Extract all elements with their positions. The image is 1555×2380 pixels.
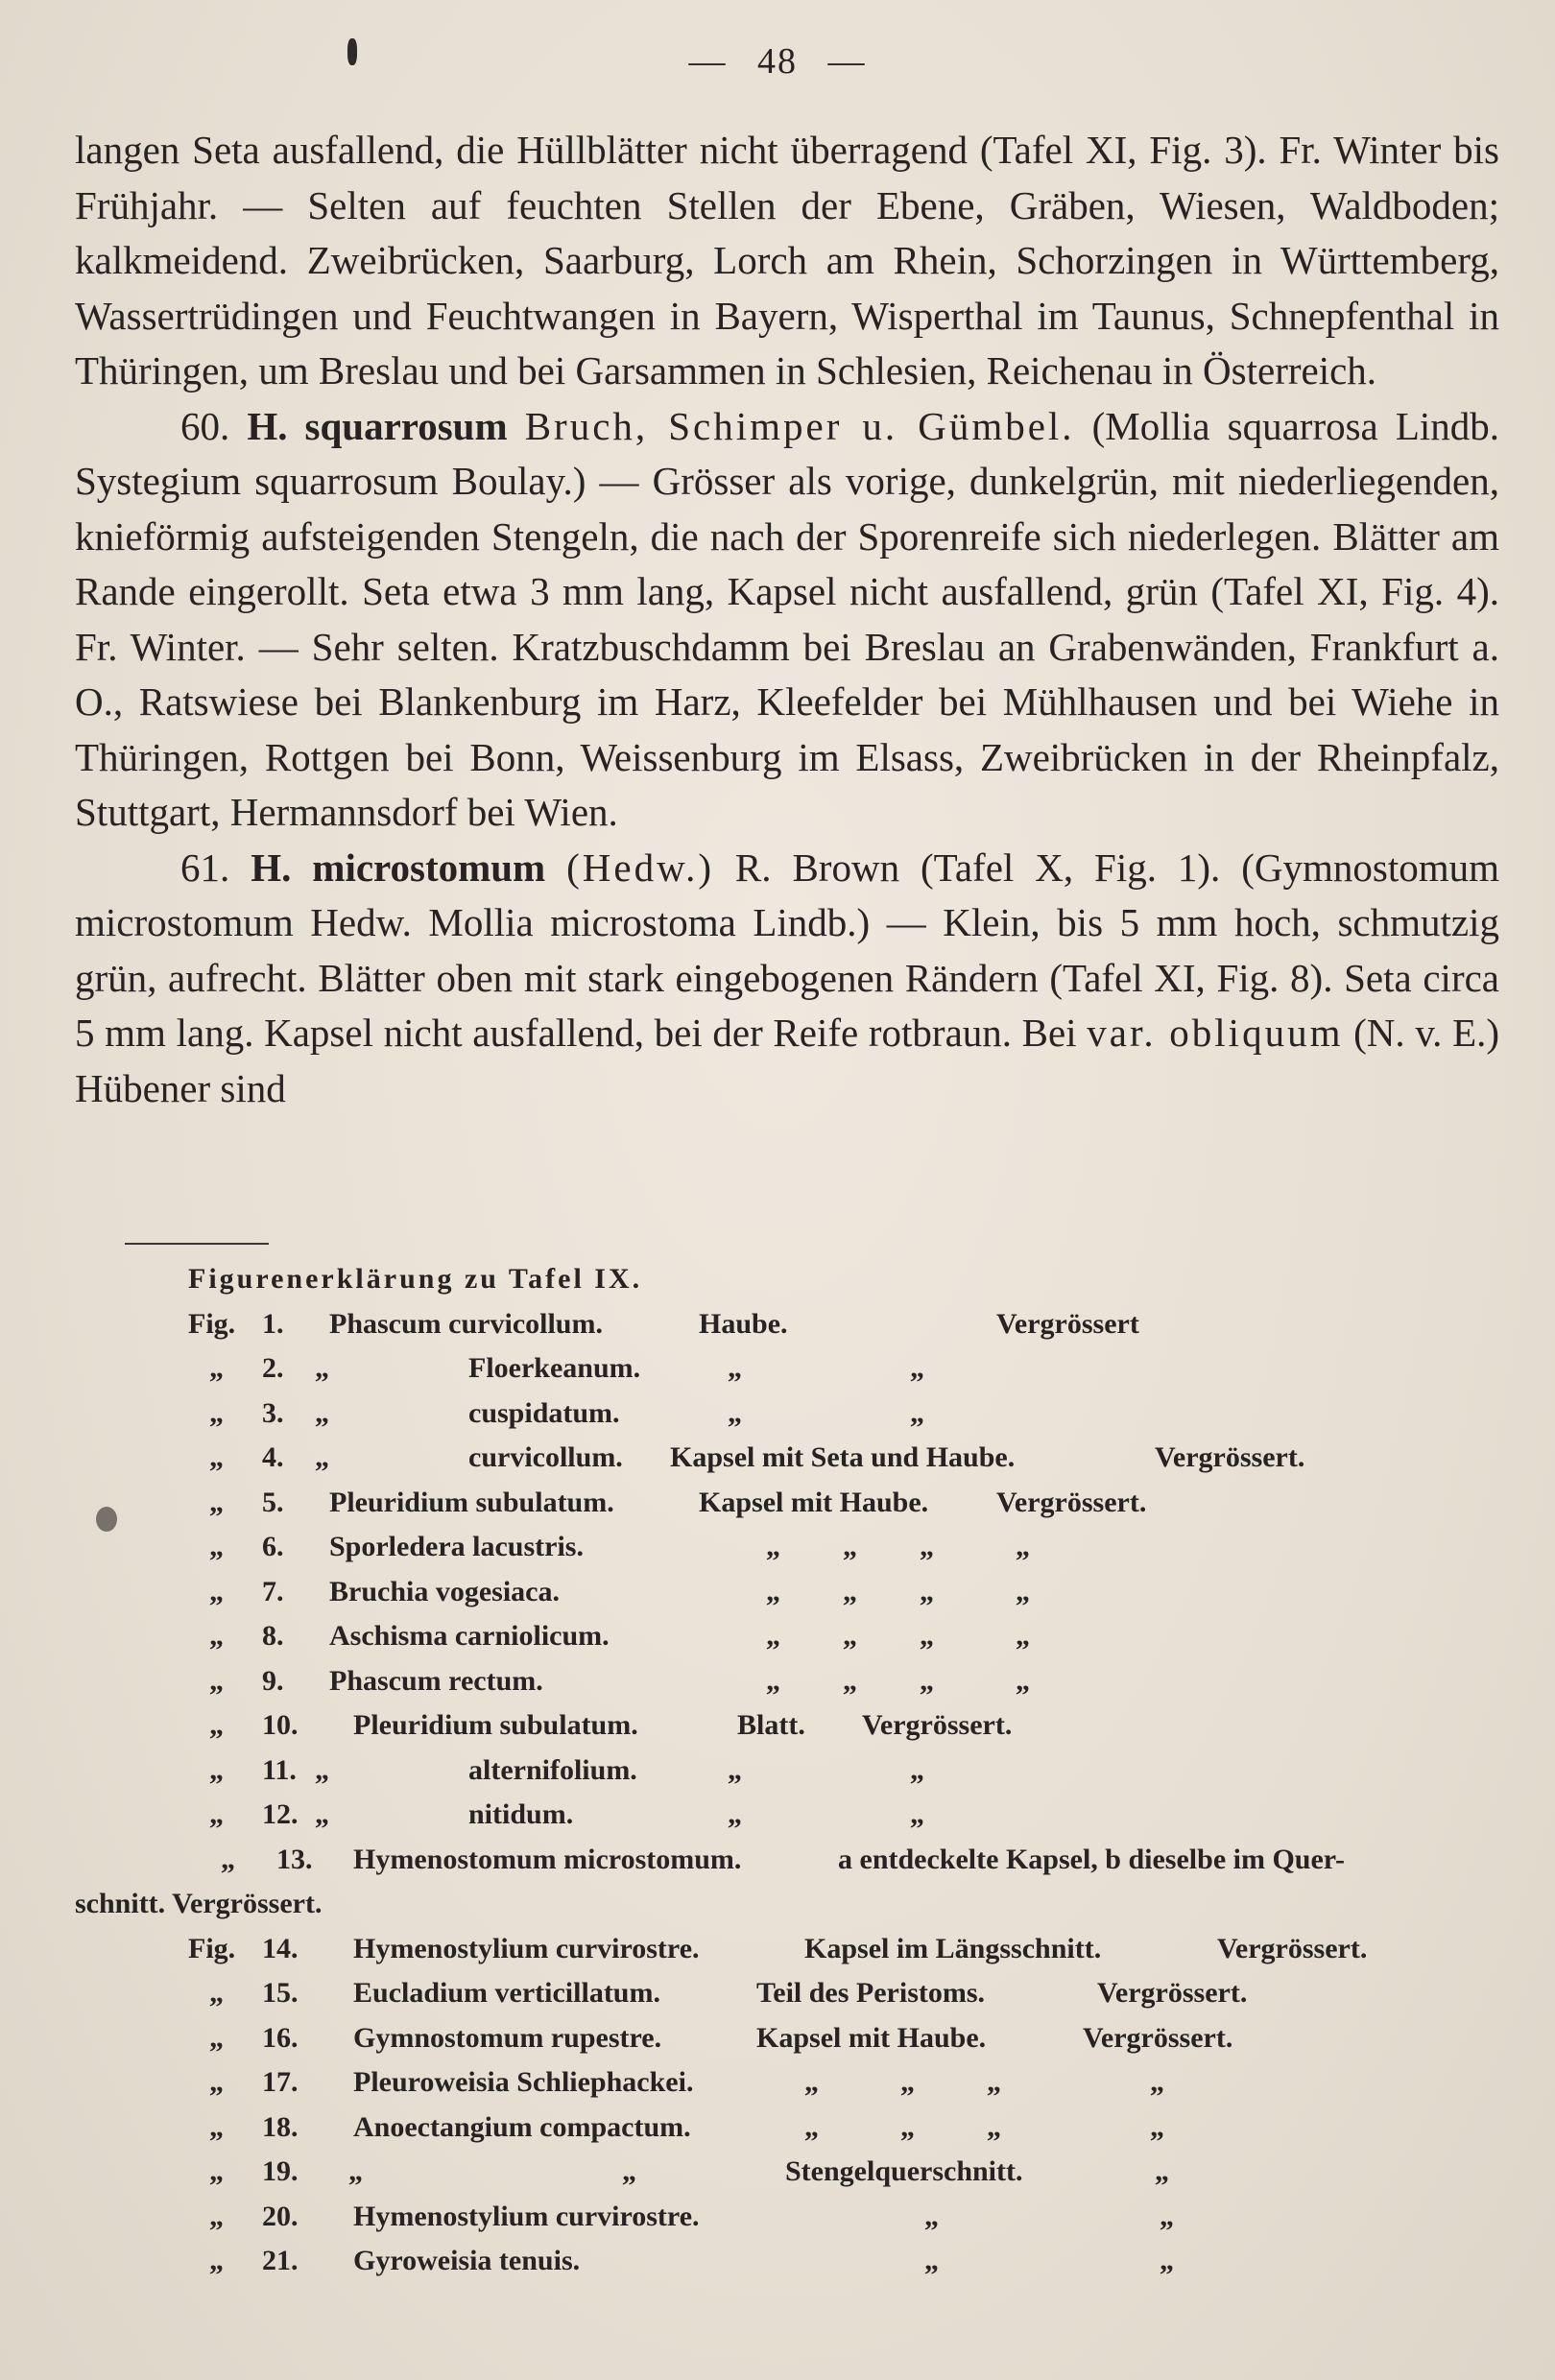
legend-col-1: Phascum rectum. <box>329 1664 543 1697</box>
legend-col-4: „ <box>920 1575 934 1607</box>
legend-col-1: Eucladium verticillatum. <box>353 1977 660 2009</box>
legend-col-1: „ <box>315 1441 329 1473</box>
legend-col-2: „ <box>924 2245 939 2276</box>
legend-col-2: Kapsel im Längsschnitt. <box>804 1932 1102 1964</box>
legend-prefix: „ <box>209 2110 224 2143</box>
page-number: 48 <box>757 41 798 82</box>
page-header <box>0 40 1555 83</box>
legend-col-1: Bruchia vogesiaca. <box>329 1575 560 1607</box>
legend-prefix: „ <box>209 1531 224 1562</box>
header-dash-left: — <box>688 41 728 82</box>
legend-prefix: „ <box>209 1753 224 1786</box>
legend-row <box>75 1838 1515 1883</box>
legend-col-4: „ <box>987 2110 1001 2143</box>
legend-col-3: „ <box>900 2110 915 2143</box>
paragraph-species-60 <box>75 399 1499 841</box>
legend-col-2: „ <box>804 2110 819 2143</box>
legend-row <box>75 1525 1515 1570</box>
legend-prefix: „ <box>209 1396 224 1429</box>
legend-col-2: Blatt. <box>737 1709 805 1741</box>
legend-col-2: „ <box>622 2155 636 2187</box>
legend-fig-number: 8. <box>262 1620 284 1652</box>
legend-col-1: Pleuridium subulatum. <box>353 1709 638 1741</box>
body-text <box>75 123 1499 1116</box>
legend-col-4: „ <box>910 1352 924 1384</box>
paragraph-continuation: langen Seta ausfallend, die Hüllblätter nicht überragend (Tafel XI, Fig. 3). Fr. Winter bis Frühjahr. — Selten auf feuchten Stellen der Ebene, Gräben, Wiesen, Waldboden; kalkmeidend. Zweibrücken, Saarburg, Lorch am Rhein, Schorzingen in Württemberg, Wassertrüdingen und Feuchtwangen in Bayern, Wisperthal im Taunus, Schnepfenthal in Thüringen, um Breslau und bei Garsammen in Schlesien, Reichenau in Österreich. <box>75 128 1499 393</box>
legend-row <box>75 1481 1515 1526</box>
legend-prefix: „ <box>209 1664 224 1697</box>
legend-prefix: „ <box>209 1798 224 1830</box>
legend-row <box>75 1749 1515 1794</box>
legend-row <box>75 1570 1515 1615</box>
legend-col-3: „ <box>843 1664 857 1697</box>
legend-row <box>75 1392 1515 1437</box>
legend-col-1: Anoectangium compactum. <box>353 2110 691 2143</box>
legend-fig-number: 2. <box>262 1352 284 1384</box>
legend-col-4: „ <box>920 1620 934 1652</box>
legend-fig-number: 6. <box>262 1531 284 1562</box>
species-name: H. squarrosum <box>247 403 508 448</box>
legend-col-3: „ <box>843 1620 857 1652</box>
legend-prefix: „ <box>209 2200 224 2232</box>
legend-col-3: „ <box>843 1575 857 1607</box>
legend-col-5: „ <box>1016 1620 1030 1652</box>
legend-row <box>75 2150 1515 2195</box>
legend-fig-number: 3. <box>262 1396 284 1429</box>
legend-col-1: Hymenostylium curvirostre. <box>353 1932 700 1964</box>
legend-col-2: Kapsel mit Haube. <box>756 2021 987 2054</box>
legend-col-3: „ <box>1160 2200 1174 2232</box>
species-number: 60. <box>180 403 230 448</box>
legend-col-1: Gymnostomum rupestre. <box>353 2021 662 2054</box>
legend-col-3: „ <box>728 1753 742 1786</box>
species-description-end: (N. v. E.) Hübener sind <box>75 1011 1500 1110</box>
legend-fig-number: 16. <box>262 2021 299 2054</box>
legend-fig-number: 12. <box>262 1798 299 1830</box>
legend-col-4: Vergrössert. <box>1155 1441 1305 1473</box>
legend-col-3: „ <box>728 1396 742 1429</box>
legend-col-2: „ <box>766 1575 780 1607</box>
legend-col-2: Floerkeanum. <box>468 1352 641 1384</box>
legend-col-5: „ <box>1016 1531 1030 1562</box>
legend-col-2: Teil des Peristoms. <box>756 1977 986 2009</box>
legend-fig-number: 14. <box>262 1932 299 1964</box>
legend-col-4: „ <box>910 1396 924 1429</box>
legend-row <box>75 1436 1515 1481</box>
legend-col-2: nitidum. <box>468 1798 574 1830</box>
legend-prefix: „ <box>209 1977 224 2009</box>
species-number: 61. <box>180 845 230 890</box>
species-description: (Mollia squarrosa Lindb. Systegium squarrosum Boulay.) — Grösser als vorige, dunkelgrün, mit niederliegenden, knieförmig aufsteigenden Stengeln, die nach der Sporenreife sich niederlegen. Blätter am Rande eingerollt. Seta etwa 3 mm lang, Kapsel nicht ausfallend, grün (Tafel XI, Fig. 4). Fr. Winter. — Sehr selten. Kratzbuschdamm bei Breslau an Grabenwänden, Frankfurt a. O., Ratswiese bei Blankenburg im Harz, Kleefelder bei Mühlhausen und bei Wiehe in Thüringen, Rottgen bei Bonn, Weissenburg im Elsass, Zweibrücken in der Rheinpfalz, Stuttgart, Hermannsdorf bei Wien. <box>75 403 1500 834</box>
legend-prefix: „ <box>221 1843 235 1875</box>
legend-prefix: „ <box>209 2066 224 2098</box>
legend-prefix: „ <box>209 1486 224 1518</box>
legend-row <box>75 2106 1515 2151</box>
header-dash-right: — <box>827 41 867 82</box>
legend-col-1: „ <box>315 1798 329 1830</box>
legend-col-1: Aschisma carniolicum. <box>329 1620 610 1652</box>
legend-col-1: „ <box>315 1753 329 1786</box>
legend-fig-number: 13. <box>276 1843 313 1875</box>
legend-description: a entdeckelte Kapsel, b dieselbe im Quer- <box>838 1843 1345 1875</box>
legend-fig-number: 10. <box>262 1709 299 1741</box>
legend-prefix: „ <box>209 1441 224 1473</box>
legend-species: Hymenostomum microstomum. <box>353 1843 742 1875</box>
legend-col-4: „ <box>920 1531 934 1562</box>
legend-col-3: Vergrössert. <box>1083 2021 1233 2054</box>
legend-prefix: „ <box>209 1575 224 1607</box>
legend-col-1: Sporledera lacustris. <box>329 1531 584 1562</box>
legend-col-3: „ <box>900 2066 915 2098</box>
legend-fig-number: 1. <box>262 1307 284 1340</box>
legend-col-1: Phascum curvicollum. <box>329 1307 603 1340</box>
legend-fig-number: 18. <box>262 2110 299 2143</box>
legend-col-1: Pleuroweisia Schliephackei. <box>353 2066 694 2098</box>
legend-col-1: Hymenostylium curvirostre. <box>353 2200 700 2232</box>
legend-rows-group-1 <box>75 1302 1515 1838</box>
legend-col-2: curvicollum. <box>468 1441 623 1473</box>
legend-col-2: „ <box>924 2200 939 2232</box>
legend-col-4: „ <box>1155 2155 1169 2187</box>
legend-col-3: Vergrössert <box>996 1307 1139 1340</box>
legend-col-2: cuspidatum. <box>468 1396 620 1429</box>
species-authors: Bruch, Schimper u. Gümbel. <box>524 403 1075 448</box>
legend-col-3: „ <box>728 1352 742 1384</box>
legend-row <box>75 2060 1515 2106</box>
legend-row-continuation: schnitt. Vergrössert. <box>75 1888 323 1919</box>
legend-fig-number: 9. <box>262 1664 284 1697</box>
legend-row <box>75 2195 1515 2240</box>
legend-col-3: Kapsel mit Seta und Haube. <box>670 1441 1016 1473</box>
legend-fig-number: 7. <box>262 1575 284 1607</box>
legend-col-3: „ <box>843 1531 857 1562</box>
legend-col-3: Vergrössert. <box>996 1486 1147 1518</box>
legend-row <box>75 1614 1515 1659</box>
legend-prefix: Fig. <box>188 1307 236 1340</box>
legend-row <box>75 1793 1515 1838</box>
legend-prefix: „ <box>209 2155 224 2187</box>
section-divider <box>125 1243 269 1245</box>
legend-fig-number: 17. <box>262 2066 299 2098</box>
legend-col-3: Vergrössert. <box>1217 1932 1368 1964</box>
species-name: H. microstomum <box>251 845 546 890</box>
legend-row <box>75 1971 1515 2016</box>
legend-rows-group-2 <box>75 1927 1515 2284</box>
legend-col-5: „ <box>1016 1575 1030 1607</box>
legend-fig-number: 5. <box>262 1486 284 1518</box>
legend-col-5: „ <box>1150 2110 1164 2143</box>
legend-col-4: „ <box>920 1664 934 1697</box>
legend-col-2: Haube. <box>699 1307 788 1340</box>
legend-prefix: Fig. <box>188 1932 236 1964</box>
legend-col-5: „ <box>1150 2066 1164 2098</box>
legend-prefix: „ <box>209 1620 224 1652</box>
legend-row <box>75 2239 1515 2284</box>
variety-name: var. obliquum <box>1087 1011 1344 1055</box>
legend-col-1: Pleuridium subulatum. <box>329 1486 614 1518</box>
legend-col-1: „ <box>315 1396 329 1429</box>
legend-col-2: „ <box>766 1620 780 1652</box>
legend-col-1: Gyroweisia tenuis. <box>353 2245 581 2276</box>
legend-col-5: „ <box>1016 1664 1030 1697</box>
legend-col-4: „ <box>910 1798 924 1830</box>
species-author: (Hedw.) <box>566 845 714 890</box>
legend-row <box>75 1302 1515 1347</box>
legend-fig-number: 4. <box>262 1441 284 1473</box>
legend-title: Figurenerklärung zu Tafel IX. <box>188 1263 643 1295</box>
legend-prefix: „ <box>209 1709 224 1741</box>
figure-legend <box>75 1257 1515 2284</box>
legend-col-2: „ <box>804 2066 819 2098</box>
legend-prefix: „ <box>209 2021 224 2054</box>
legend-prefix: „ <box>209 2245 224 2276</box>
legend-col-4: „ <box>910 1753 924 1786</box>
legend-fig-number: 15. <box>262 1977 299 2009</box>
legend-col-2: alternifolium. <box>468 1753 637 1786</box>
legend-row <box>75 2016 1515 2061</box>
legend-fig-number: 19. <box>262 2155 299 2187</box>
legend-col-2: Kapsel mit Haube. <box>699 1486 929 1518</box>
legend-fig-number: 21. <box>262 2245 299 2276</box>
legend-col-2: „ <box>766 1531 780 1562</box>
paragraph-species-61 <box>75 841 1499 1117</box>
legend-col-1: „ <box>315 1352 329 1384</box>
legend-col-4: „ <box>987 2066 1001 2098</box>
legend-row <box>75 1659 1515 1704</box>
legend-col-3: Stengelquerschnitt. <box>785 2155 1023 2187</box>
legend-row <box>75 1927 1515 1972</box>
legend-col-3: „ <box>728 1798 742 1830</box>
legend-col-3: Vergrössert. <box>862 1709 1013 1741</box>
species-description: R. Brown (Tafel X, Fig. 1). (Gymnostomum microstomum Hedw. Mollia microstoma Lindb.) — Klein, bis 5 mm hoch, schmutzig grün, aufrecht. Blätter oben mit stark eingebogenen Rändern (Tafel XI, Fig. 8). Seta circa 5 mm lang. Kapsel nicht ausfallend, bei der Reife rotbraun. Bei <box>75 845 1500 1055</box>
legend-col-2: „ <box>766 1664 780 1697</box>
legend-col-3: „ <box>1160 2245 1174 2276</box>
legend-fig-number: 20. <box>262 2200 299 2232</box>
legend-prefix: „ <box>209 1352 224 1384</box>
legend-row <box>75 1703 1515 1749</box>
legend-fig-number: 11. <box>262 1753 297 1786</box>
legend-col-1: „ <box>348 2155 363 2187</box>
legend-row <box>75 1346 1515 1392</box>
legend-col-3: Vergrössert. <box>1097 1977 1248 2009</box>
